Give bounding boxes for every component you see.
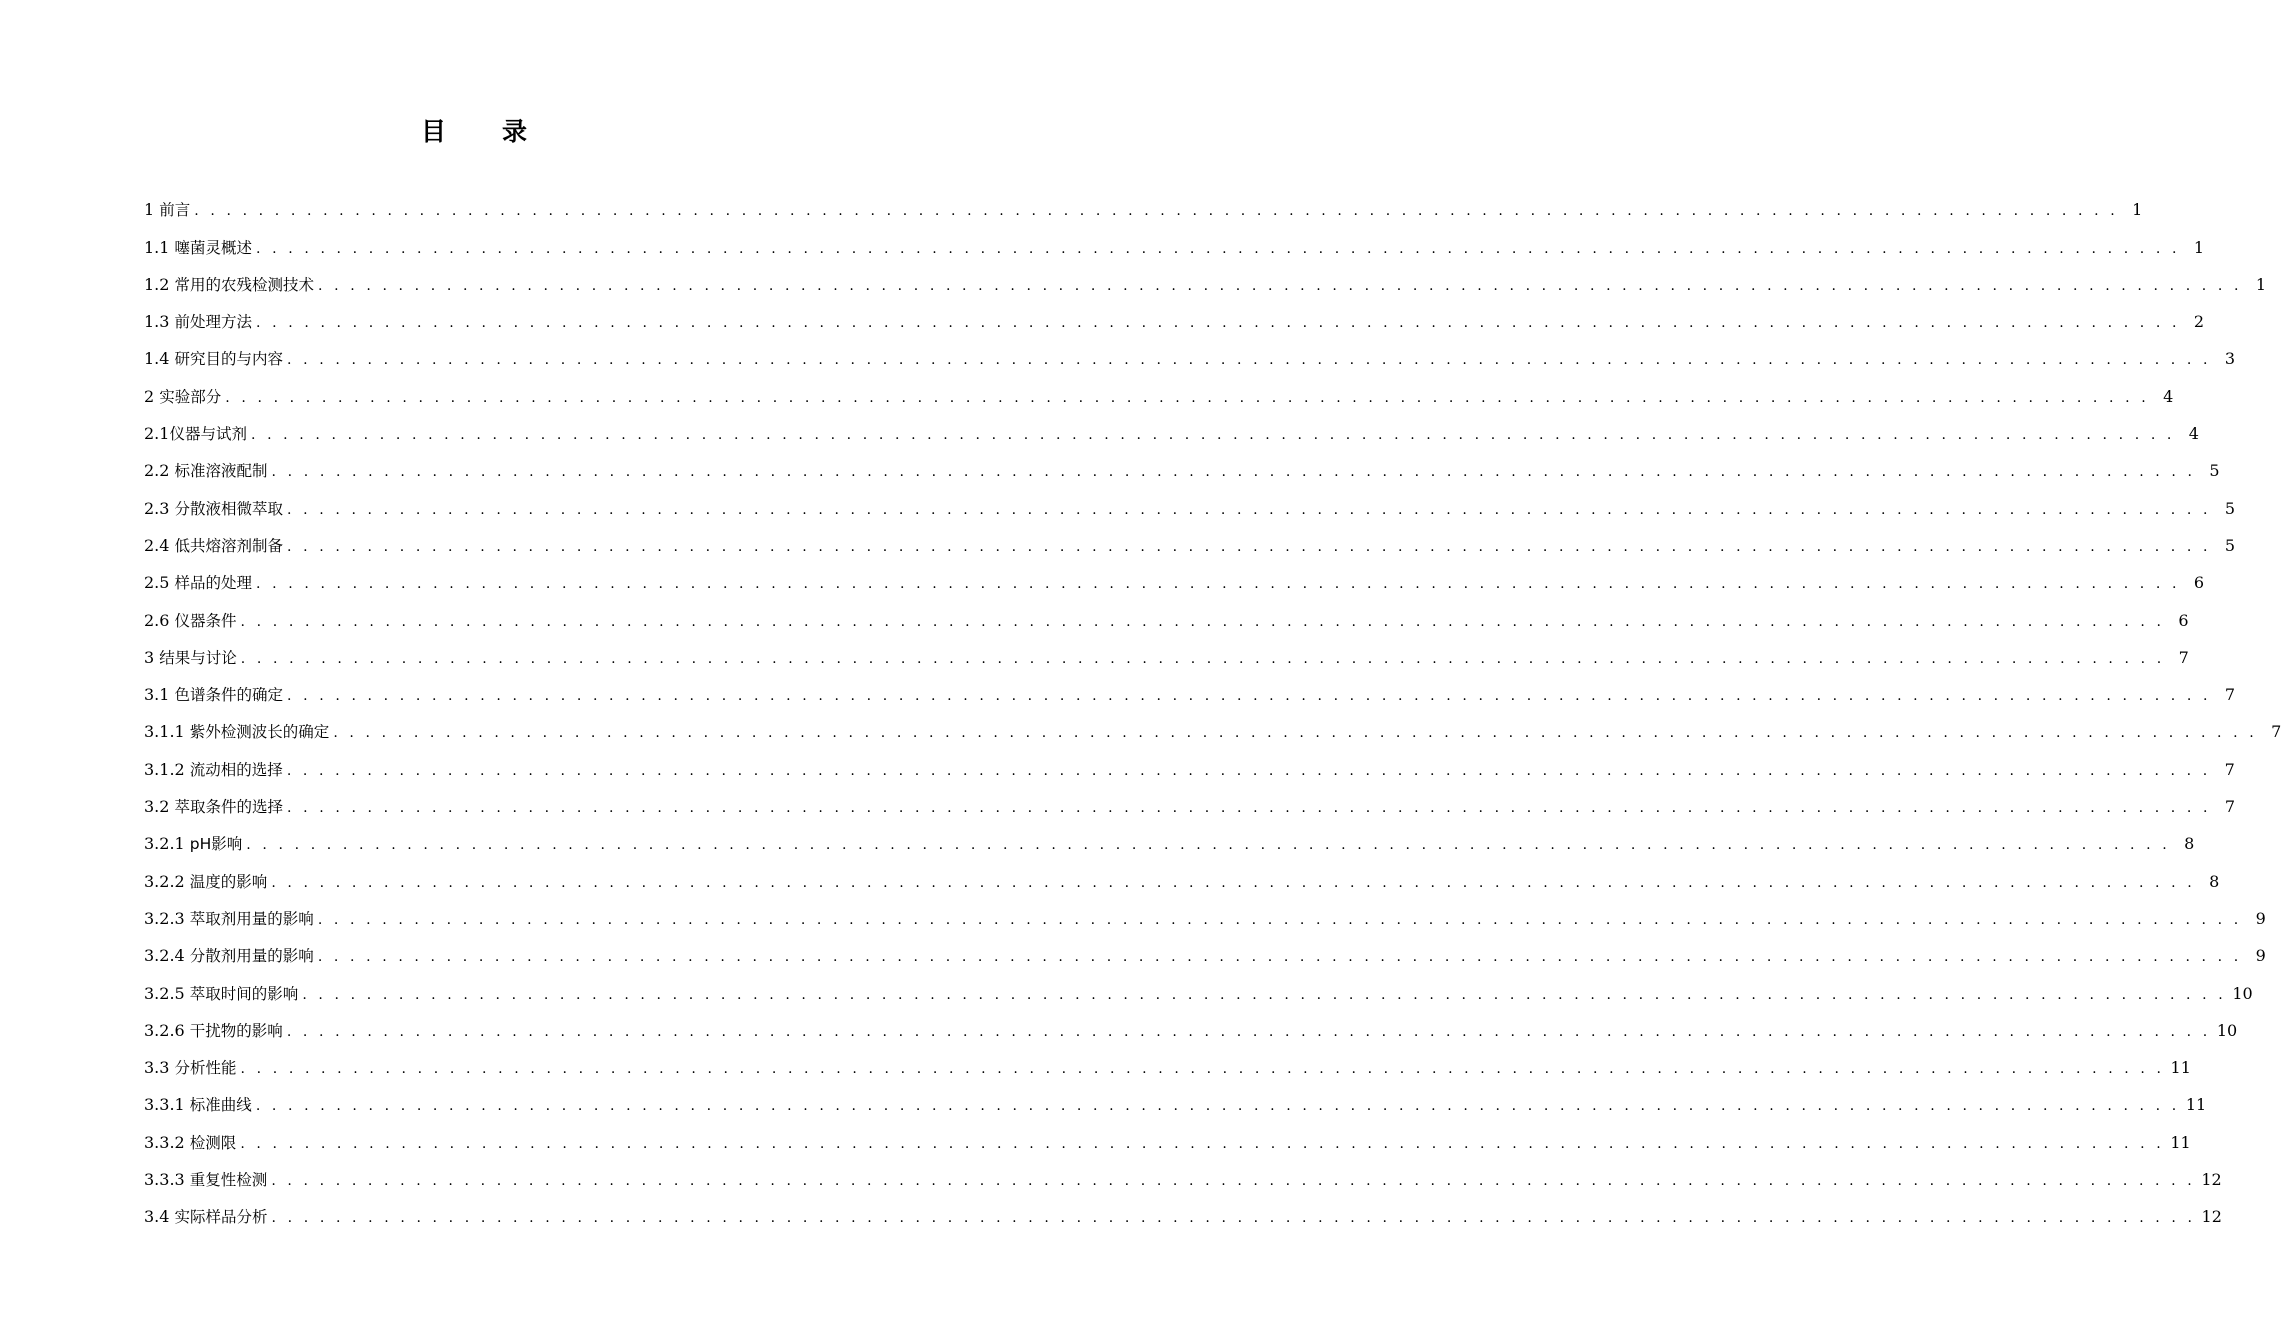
toc-entry[interactable] bbox=[144, 1009, 2238, 1046]
toc-entry[interactable] bbox=[144, 934, 2266, 971]
toc-entry[interactable] bbox=[144, 263, 2267, 300]
toc-dot-leader: . . . . . . . . . . . . . . . . . . . . . . . . . . . . . . . . . . . . . . . . . . . . . . . . . . . . . . . . . . . . . . . . . . . . . . . . . . . . . . . . . . . . . . . . . . . . . . . . . . . . . . . . . . . . . . . . . . . . . . . . bbox=[240, 650, 2165, 667]
toc-entry-title: 分析性能 bbox=[174, 1059, 237, 1078]
toc-dot-leader: . . . . . . . . . . . . . . . . . . . . . . . . . . . . . . . . . . . . . . . . . . . . . . . . . . . . . . . . . . . . . . . . . . . . . . . . . . . . . . . . . . . . . . . . . . . . . . . . . . . . . . . . . . . . . . . . . . . . . . . . bbox=[194, 203, 2119, 220]
toc-entry-page: 9 bbox=[2255, 946, 2266, 966]
toc-entry-page: 5 bbox=[2224, 535, 2236, 555]
toc-entry-page: 10 bbox=[2232, 983, 2253, 1003]
toc-entry-title: 标准溶液配制 bbox=[174, 462, 268, 481]
toc-entry[interactable] bbox=[144, 524, 2236, 561]
toc-dot-leader: . . . . . . . . . . . . . . . . . . . . . . . . . . . . . . . . . . . . . . . . . . . . . . . . . . . . . . . . . . . . . . . . . . . . . . . . . . . . . . . . . . . . . . . . . . . . . . . . . . . . . . . . . . . . . . . . . . . . . . . . bbox=[286, 762, 2211, 779]
toc-entry-title: 萃取时间的影响 bbox=[189, 984, 299, 1003]
toc-entry-title: 研究目的与内容 bbox=[174, 350, 284, 369]
toc-entry[interactable] bbox=[144, 710, 2281, 747]
table-of-contents bbox=[144, 188, 2281, 1232]
toc-entry-number: 1.4 bbox=[144, 349, 175, 369]
toc-entry-page: 2 bbox=[2193, 312, 2205, 332]
toc-entry-page: 3 bbox=[2224, 349, 2236, 369]
toc-entry[interactable] bbox=[144, 412, 2199, 449]
toc-entry[interactable] bbox=[144, 598, 2189, 635]
toc-entry-number: 2.6 bbox=[144, 610, 175, 630]
toc-entry-title: 结果与讨论 bbox=[159, 648, 237, 667]
toc-entry-page: 6 bbox=[2178, 610, 2189, 630]
toc-entry-number: 3.2.1 bbox=[144, 834, 190, 854]
toc-entry[interactable] bbox=[144, 673, 2236, 710]
toc-entry-number: 3.3 bbox=[144, 1058, 175, 1078]
toc-entry-number: 3.2 bbox=[144, 797, 175, 817]
toc-entry[interactable] bbox=[144, 785, 2236, 822]
toc-entry[interactable] bbox=[144, 486, 2236, 523]
toc-dot-leader: . . . . . . . . . . . . . . . . . . . . . . . . . . . . . . . . . . . . . . . . . . . . . . . . . . . . . . . . . . . . . . . . . . . . . . . . . . . . . . . . . . . . . . . . . . . . . . . . . . . . . . . . . . . . . . . . . . . . . . . . bbox=[287, 688, 2212, 705]
toc-dot-leader: . . . . . . . . . . . . . . . . . . . . . . . . . . . . . . . . . . . . . . . . . . . . . . . . . . . . . . . . . . . . . . . . . . . . . . . . . . . . . . . . . . . . . . . . . . . . . . . . . . . . . . . . . . . . . . . . . . . . . . . . bbox=[240, 1135, 2165, 1152]
toc-entry-page: 4 bbox=[2188, 424, 2199, 444]
toc-entry-page: 6 bbox=[2193, 573, 2205, 593]
toc-entry-title: 仪器条件 bbox=[174, 611, 237, 630]
toc-entry[interactable] bbox=[144, 1158, 2222, 1195]
toc-entry[interactable] bbox=[144, 747, 2235, 784]
toc-dot-leader: . . . . . . . . . . . . . . . . . . . . . . . . . . . . . . . . . . . . . . . . . . . . . . . . . . . . . . . . . . . . . . . . . . . . . . . . . . . . . . . . . . . . . . . . . . . . . . . . . . . . . . . . . . . . . . . . . . . . . . . . bbox=[250, 427, 2175, 444]
toc-entry-page: 7 bbox=[2271, 722, 2281, 742]
toc-dot-leader: . . . . . . . . . . . . . . . . . . . . . . . . . . . . . . . . . . . . . . . . . . . . . . . . . . . . . . . . . . . . . . . . . . . . . . . . . . . . . . . . . . . . . . . . . . . . . . . . . . . . . . . . . . . . . . . . . . . . . . . . bbox=[302, 986, 2227, 1003]
toc-entry-title: 温度的影响 bbox=[189, 872, 268, 891]
toc-dot-leader: . . . . . . . . . . . . . . . . . . . . . . . . . . . . . . . . . . . . . . . . . . . . . . . . . . . . . . . . . . . . . . . . . . . . . . . . . . . . . . . . . . . . . . . . . . . . . . . . . . . . . . . . . . . . . . . . . . . . . . . . bbox=[317, 911, 2242, 928]
toc-entry-number: 3.1 bbox=[144, 685, 175, 705]
toc-entry[interactable] bbox=[144, 859, 2220, 896]
toc-entry-title: 样品的处理 bbox=[174, 574, 253, 593]
toc-entry-number: 3.2.2 bbox=[144, 871, 190, 891]
toc-entry-title: 噻菌灵概述 bbox=[174, 238, 253, 257]
toc-entry-number: 2.1 bbox=[144, 424, 170, 444]
toc-entry-page: 4 bbox=[2163, 386, 2174, 406]
toc-entry-page: 7 bbox=[2224, 759, 2235, 779]
toc-entry[interactable] bbox=[144, 188, 2143, 225]
toc-entry-page: 10 bbox=[2216, 1020, 2238, 1040]
toc-entry-title: 仪器与试剂 bbox=[169, 425, 247, 444]
toc-entry-title: 色谱条件的确定 bbox=[174, 686, 284, 705]
toc-dot-leader: . . . . . . . . . . . . . . . . . . . . . . . . . . . . . . . . . . . . . . . . . . . . . . . . . . . . . . . . . . . . . . . . . . . . . . . . . . . . . . . . . . . . . . . . . . . . . . . . . . . . . . . . . . . . . . . . . . . . . . . . bbox=[287, 800, 2212, 817]
toc-entry-title: 低共熔溶剂制备 bbox=[174, 536, 284, 555]
toc-entry-title: 流动相的选择 bbox=[189, 760, 283, 779]
toc-dot-leader: . . . . . . . . . . . . . . . . . . . . . . . . . . . . . . . . . . . . . . . . . . . . . . . . . . . . . . . . . . . . . . . . . . . . . . . . . . . . . . . . . . . . . . . . . . . . . . . . . . . . . . . . . . . . . . . . . . . . . . . . bbox=[286, 1023, 2211, 1040]
toc-entry-number: 1.3 bbox=[144, 312, 175, 332]
toc-entry-page: 12 bbox=[2201, 1170, 2222, 1190]
toc-entry-number: 3.2.3 bbox=[144, 908, 190, 928]
toc-entry-page: 7 bbox=[2224, 797, 2236, 817]
toc-entry-title: 重复性检测 bbox=[189, 1171, 268, 1190]
toc-entry-page: 12 bbox=[2201, 1207, 2222, 1227]
toc-dot-leader: . . . . . . . . . . . . . . . . . . . . . . . . . . . . . . . . . . . . . . . . . . . . . . . . . . . . . . . . . . . . . . . . . . . . . . . . . . . . . . . . . . . . . . . . . . . . . . . . . . . . . . . . . . . . . . . . . . . . . . . . bbox=[256, 576, 2181, 593]
toc-entry[interactable] bbox=[144, 225, 2205, 262]
toc-dot-leader: . . . . . . . . . . . . . . . . . . . . . . . . . . . . . . . . . . . . . . . . . . . . . . . . . . . . . . . . . . . . . . . . . . . . . . . . . . . . . . . . . . . . . . . . . . . . . . . . . . . . . . . . . . . . . . . . . . . . . . . . bbox=[256, 315, 2181, 332]
toc-dot-leader: . . . . . . . . . . . . . . . . . . . . . . . . . . . . . . . . . . . . . . . . . . . . . . . . . . . . . . . . . . . . . . . . . . . . . . . . . . . . . . . . . . . . . . . . . . . . . . . . . . . . . . . . . . . . . . . . . . . . . . . . bbox=[271, 1173, 2196, 1190]
toc-entry[interactable] bbox=[144, 822, 2195, 859]
toc-entry-number: 2 bbox=[144, 386, 160, 406]
toc-entry[interactable] bbox=[144, 374, 2174, 411]
toc-dot-leader: . . . . . . . . . . . . . . . . . . . . . . . . . . . . . . . . . . . . . . . . . . . . . . . . . . . . . . . . . . . . . . . . . . . . . . . . . . . . . . . . . . . . . . . . . . . . . . . . . . . . . . . . . . . . . . . . . . . . . . . . bbox=[287, 501, 2212, 518]
toc-entry[interactable] bbox=[144, 897, 2266, 934]
toc-entry[interactable] bbox=[144, 636, 2189, 673]
toc-entry-number: 3.2.4 bbox=[144, 946, 190, 966]
toc-dot-leader: . . . . . . . . . . . . . . . . . . . . . . . . . . . . . . . . . . . . . . . . . . . . . . . . . . . . . . . . . . . . . . . . . . . . . . . . . . . . . . . . . . . . . . . . . . . . . . . . . . . . . . . . . . . . . . . . . . . . . . . . bbox=[287, 538, 2212, 555]
page-title: 目 录 bbox=[420, 117, 529, 146]
toc-entry-number: 3.3.3 bbox=[144, 1170, 190, 1190]
toc-dot-leader: . . . . . . . . . . . . . . . . . . . . . . . . . . . . . . . . . . . . . . . . . . . . . . . . . . . . . . . . . . . . . . . . . . . . . . . . . . . . . . . . . . . . . . . . . . . . . . . . . . . . . . . . . . . . . . . . . . . . . . . . bbox=[225, 389, 2150, 406]
toc-entry-title: 分散液相微萃取 bbox=[174, 499, 284, 518]
toc-dot-leader: . . . . . . . . . . . . . . . . . . . . . . . . . . . . . . . . . . . . . . . . . . . . . . . . . . . . . . . . . . . . . . . . . . . . . . . . . . . . . . . . . . . . . . . . . . . . . . . . . . . . . . . . . . . . . . . . . . . . . . . . bbox=[255, 1098, 2180, 1115]
toc-entry-number: 3.2.5 bbox=[144, 983, 190, 1003]
toc-dot-leader: . . . . . . . . . . . . . . . . . . . . . . . . . . . . . . . . . . . . . . . . . . . . . . . . . . . . . . . . . . . . . . . . . . . . . . . . . . . . . . . . . . . . . . . . . . . . . . . . . . . . . . . . . . . . . . . . . . . . . . . . bbox=[256, 240, 2181, 257]
toc-entry-number: 3 bbox=[144, 647, 160, 667]
toc-entry-title: 萃取条件的选择 bbox=[174, 798, 284, 817]
toc-entry-page: 1 bbox=[2193, 237, 2205, 257]
toc-entry-number: 1.1 bbox=[144, 237, 175, 257]
toc-entry[interactable] bbox=[144, 1120, 2191, 1157]
toc-entry-page: 11 bbox=[2185, 1095, 2207, 1115]
toc-entry-number: 2.2 bbox=[144, 461, 175, 481]
toc-entry-number: 2.3 bbox=[144, 498, 175, 518]
toc-entry[interactable] bbox=[144, 337, 2236, 374]
toc-entry-page: 5 bbox=[2209, 461, 2220, 481]
toc-entry-title: 紫外检测波长的确定 bbox=[189, 723, 330, 742]
toc-entry-number: 3.3.2 bbox=[144, 1132, 190, 1152]
toc-entry-title: pH影响 bbox=[189, 835, 243, 854]
toc-entry-number: 1 bbox=[144, 200, 160, 220]
toc-dot-leader: . . . . . . . . . . . . . . . . . . . . . . . . . . . . . . . . . . . . . . . . . . . . . . . . . . . . . . . . . . . . . . . . . . . . . . . . . . . . . . . . . . . . . . . . . . . . . . . . . . . . . . . . . . . . . . . . . . . . . . . . bbox=[271, 1210, 2196, 1227]
toc-entry-title: 标准曲线 bbox=[189, 1096, 252, 1115]
toc-entry-page: 5 bbox=[2224, 498, 2236, 518]
toc-entry-page: 9 bbox=[2255, 908, 2266, 928]
toc-entry-page: 11 bbox=[2170, 1058, 2191, 1078]
toc-entry-number: 3.2.6 bbox=[144, 1020, 190, 1040]
toc-entry-title: 前言 bbox=[159, 201, 191, 220]
toc-entry[interactable] bbox=[144, 449, 2220, 486]
toc-entry-number: 3.3.1 bbox=[144, 1095, 190, 1115]
toc-dot-leader: . . . . . . . . . . . . . . . . . . . . . . . . . . . . . . . . . . . . . . . . . . . . . . . . . . . . . . . . . . . . . . . . . . . . . . . . . . . . . . . . . . . . . . . . . . . . . . . . . . . . . . . . . . . . . . . . . . . . . . . . bbox=[333, 725, 2258, 742]
toc-entry-number: 2.4 bbox=[144, 535, 175, 555]
toc-entry-title: 实际样品分析 bbox=[174, 1208, 268, 1227]
toc-entry-page: 8 bbox=[2184, 834, 2195, 854]
toc-entry-number: 1.2 bbox=[144, 274, 175, 294]
toc-dot-leader: . . . . . . . . . . . . . . . . . . . . . . . . . . . . . . . . . . . . . . . . . . . . . . . . . . . . . . . . . . . . . . . . . . . . . . . . . . . . . . . . . . . . . . . . . . . . . . . . . . . . . . . . . . . . . . . . . . . . . . . . bbox=[318, 277, 2243, 294]
toc-entry-title: 检测限 bbox=[189, 1133, 237, 1152]
toc-entry[interactable] bbox=[144, 1083, 2207, 1120]
toc-entry[interactable] bbox=[144, 1046, 2191, 1083]
toc-entry-page: 1 bbox=[2255, 274, 2267, 294]
toc-entry-page: 7 bbox=[2224, 685, 2236, 705]
toc-entry[interactable] bbox=[144, 1195, 2222, 1232]
toc-dot-leader: . . . . . . . . . . . . . . . . . . . . . . . . . . . . . . . . . . . . . . . . . . . . . . . . . . . . . . . . . . . . . . . . . . . . . . . . . . . . . . . . . . . . . . . . . . . . . . . . . . . . . . . . . . . . . . . . . . . . . . . . bbox=[240, 613, 2165, 630]
toc-entry[interactable] bbox=[144, 561, 2205, 598]
toc-entry-number: 3.1.1 bbox=[144, 722, 190, 742]
toc-entry-number: 3.4 bbox=[144, 1207, 175, 1227]
toc-dot-leader: . . . . . . . . . . . . . . . . . . . . . . . . . . . . . . . . . . . . . . . . . . . . . . . . . . . . . . . . . . . . . . . . . . . . . . . . . . . . . . . . . . . . . . . . . . . . . . . . . . . . . . . . . . . . . . . . . . . . . . . . bbox=[246, 837, 2171, 854]
toc-dot-leader: . . . . . . . . . . . . . . . . . . . . . . . . . . . . . . . . . . . . . . . . . . . . . . . . . . . . . . . . . . . . . . . . . . . . . . . . . . . . . . . . . . . . . . . . . . . . . . . . . . . . . . . . . . . . . . . . . . . . . . . . bbox=[287, 352, 2212, 369]
toc-entry-number: 2.5 bbox=[144, 573, 175, 593]
toc-entry-title: 萃取剂用量的影响 bbox=[189, 909, 314, 928]
toc-entry-page: 1 bbox=[2132, 200, 2143, 220]
toc-entry[interactable] bbox=[144, 971, 2253, 1008]
toc-entry-page: 8 bbox=[2209, 871, 2220, 891]
toc-entry-title: 干扰物的影响 bbox=[189, 1021, 283, 1040]
toc-entry-number: 3.1.2 bbox=[144, 759, 190, 779]
toc-dot-leader: . . . . . . . . . . . . . . . . . . . . . . . . . . . . . . . . . . . . . . . . . . . . . . . . . . . . . . . . . . . . . . . . . . . . . . . . . . . . . . . . . . . . . . . . . . . . . . . . . . . . . . . . . . . . . . . . . . . . . . . . bbox=[317, 949, 2242, 966]
toc-dot-leader: . . . . . . . . . . . . . . . . . . . . . . . . . . . . . . . . . . . . . . . . . . . . . . . . . . . . . . . . . . . . . . . . . . . . . . . . . . . . . . . . . . . . . . . . . . . . . . . . . . . . . . . . . . . . . . . . . . . . . . . . bbox=[271, 874, 2196, 891]
toc-entry[interactable] bbox=[144, 300, 2205, 337]
toc-entry-page: 7 bbox=[2178, 647, 2189, 667]
toc-entry-title: 实验部分 bbox=[159, 387, 222, 406]
toc-dot-leader: . . . . . . . . . . . . . . . . . . . . . . . . . . . . . . . . . . . . . . . . . . . . . . . . . . . . . . . . . . . . . . . . . . . . . . . . . . . . . . . . . . . . . . . . . . . . . . . . . . . . . . . . . . . . . . . . . . . . . . . . bbox=[271, 464, 2196, 481]
toc-entry-title: 前处理方法 bbox=[174, 313, 253, 332]
toc-entry-title: 分散剂用量的影响 bbox=[189, 947, 314, 966]
toc-entry-title: 常用的农残检测技术 bbox=[174, 275, 315, 294]
toc-dot-leader: . . . . . . . . . . . . . . . . . . . . . . . . . . . . . . . . . . . . . . . . . . . . . . . . . . . . . . . . . . . . . . . . . . . . . . . . . . . . . . . . . . . . . . . . . . . . . . . . . . . . . . . . . . . . . . . . . . . . . . . . bbox=[240, 1061, 2165, 1078]
toc-entry-page: 11 bbox=[2170, 1132, 2191, 1152]
